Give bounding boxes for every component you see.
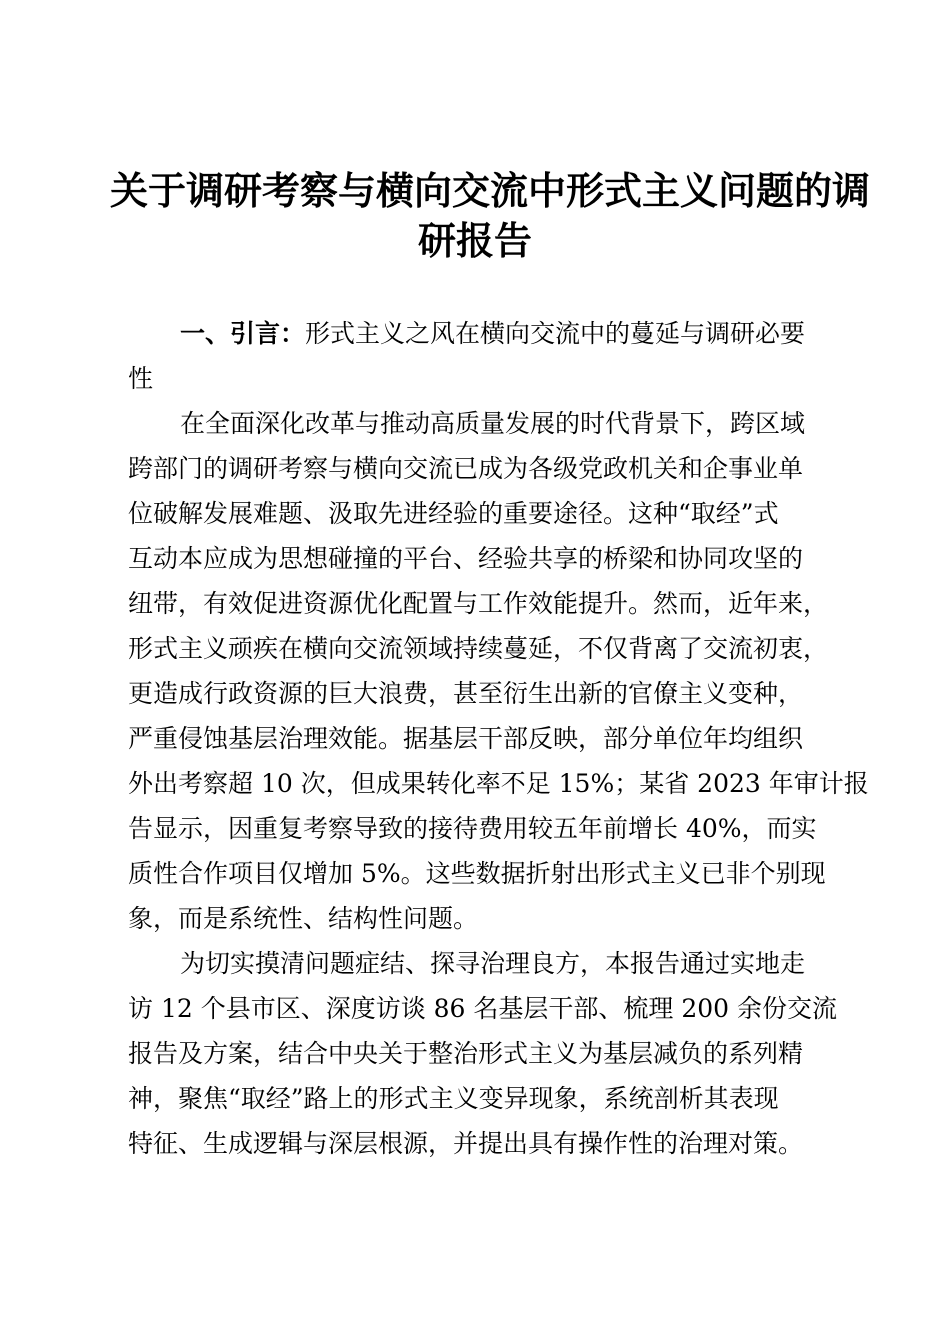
paragraph-1 [128,401,869,941]
title-line-2: 研报告 [417,218,532,263]
paragraph-line: 神，聚焦“取经”路上的形式主义变异现象，系统剖析其表现 [128,1084,779,1113]
paragraph-line: 为切实摸清问题症结、探寻治理良方，本报告通过实地走 [180,949,806,978]
paragraph-line: 特征、生成逻辑与深层根源，并提出具有操作性的治理对策。 [128,1129,804,1158]
paragraph-line: 更造成行政资源的巨大浪费，甚至衍生出新的官僚主义变种， [128,679,804,708]
title-line-1: 关于调研考察与横向交流中形式主义问题的调 [110,168,871,213]
document-body [128,311,869,1166]
section-heading-line-2: 性 [128,364,154,393]
paragraph-line: 外出考察超 10 次，但成果转化率不足 15%；某省 2023 年审计报 [128,769,869,798]
paragraph-line: 严重侵蚀基层治理效能。据基层干部反映，部分单位年均组织 [128,724,804,753]
section-heading-text: 形式主义之风在横向交流中的蔓延与调研必要 [305,319,806,348]
paragraph-line: 质性合作项目仅增加 5%。这些数据折射出形式主义已非个别现 [128,859,826,888]
paragraph-line: 跨部门的调研考察与横向交流已成为各级党政机关和企事业单 [128,454,804,483]
paragraph-line: 形式主义顽疾在横向交流领域持续蔓延，不仅背离了交流初衷， [128,634,829,663]
paragraph-line: 纽带，有效促进资源优化配置与工作效能提升。然而，近年来， [128,589,829,618]
paragraph-line: 互动本应成为思想碰撞的平台、经验共享的桥梁和协同攻坚的 [128,544,804,573]
section-label: 一、引言： [180,319,306,348]
paragraph-line: 访 12 个县市区、深度访谈 86 名基层干部、梳理 200 余份交流 [128,994,838,1023]
paragraph-2 [128,941,838,1166]
section-heading [128,311,833,401]
paragraph-line: 报告及方案，结合中央关于整治形式主义为基层减负的系列精 [128,1039,804,1068]
paragraph-line: 象，而是系统性、结构性问题。 [128,904,479,933]
section-heading-line-1 [128,311,833,356]
paragraph-line: 告显示，因重复考察导致的接待费用较五年前增长 40%，而实 [128,814,817,843]
paragraph-line: 位破解发展难题、汲取先进经验的重要途径。这种“取经”式 [128,499,779,528]
document-title [110,166,871,266]
paragraph-line: 在全面深化改革与推动高质量发展的时代背景下，跨区域 [180,409,806,438]
